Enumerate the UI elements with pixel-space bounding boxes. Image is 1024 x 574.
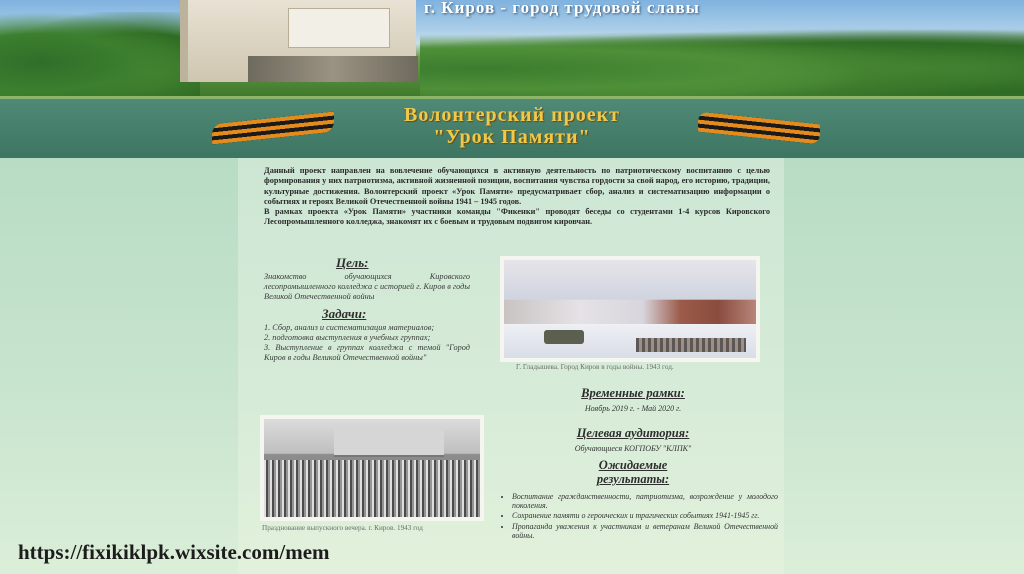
photo1-caption: Г. Гладышева. Город Киров в годы войны. 1943 год.: [516, 363, 674, 371]
trees-image: [0, 12, 200, 96]
photo-kirov-1943: [500, 256, 760, 362]
timeframe-text: Ноябрь 2019 г. - Май 2020 г.: [584, 404, 682, 413]
task-item: 3. Выступление в группах колледжа с темой "Город Киров в годы Великой Отечественной войны": [264, 343, 470, 362]
goal-text: [264, 272, 470, 302]
tank-image: [544, 330, 584, 344]
audience-heading: Целевая аудитория:: [576, 426, 690, 440]
task-item: 2. подготовка выступления в учебных группах;: [264, 333, 431, 342]
results-heading-line2: результаты:: [596, 472, 670, 486]
photo-graduation-1943: [260, 415, 484, 521]
results-list: [500, 492, 778, 541]
intro-paragraph: В рамках проекта «Урок Памяти» участники команды "Фикенки" проводят беседы со студентами 1-4 курсов Кировского Лесопромышленного колледжа, знакомят их с боевым и трудовым подвигом кировчан.: [264, 207, 770, 227]
crowd-image: [636, 338, 746, 352]
results-heading-line1: Ожидаемые: [598, 458, 668, 472]
timeframe-heading: Временные рамки:: [581, 386, 685, 400]
intro-text: [264, 166, 770, 228]
task-item: 1. Сбор, анализ и систематизация материалов;: [264, 323, 435, 332]
goal-heading: Цель:: [336, 255, 369, 270]
trees-image: [420, 28, 1024, 96]
building-image: [180, 0, 416, 82]
photo2-caption: Празднование выпускного вечера. г. Киров. 1943 год: [262, 524, 423, 532]
project-title-line2: "Урок Памяти": [433, 126, 591, 148]
project-title: [330, 104, 694, 148]
tasks-heading: Задачи:: [322, 306, 367, 321]
banner-title: г. Киров - город трудовой славы: [424, 0, 700, 17]
building-image: [334, 429, 444, 457]
result-item: • Пропаганда уважения к участникам и ветеранам Великой Отечественной войны.: [512, 522, 778, 540]
goal-text-content: Знакомство обучающихся Кировского лесопромышленного колледжа с историей г. Киров в годы Великой Отечественной войны: [264, 272, 470, 301]
result-item: • Сохранение памяти о героических и трагических событиях 1941-1945 гг.: [512, 511, 778, 520]
crowd-image: [264, 460, 480, 517]
intro-paragraph: Данный проект направлен на вовлечение обучающихся в активную деятельность по патриотическому воспитанию с целью формирования у них патриотизма, активной жизненной позиции, воспитания чувства гордости за свой народ, его историю, традиции, культурные достижения. Волонтерский проект «Урок Памяти» предусматривает сбор, анализ и систематизацию информации о событиях и героях Великой Отечественной войны 1941 – 1945 годов.: [264, 166, 770, 206]
tasks-list: [264, 323, 470, 363]
source-url-link[interactable]: https://fixikiklpk.wixsite.com/mem: [18, 540, 330, 564]
results-heading: [500, 458, 766, 486]
relief-image: [288, 8, 390, 48]
header-banner: [0, 0, 1024, 96]
result-item: • Воспитание гражданственности, патриотизма, возрождение у молодого поколения.: [512, 492, 778, 510]
audience-text: Обучающиеся КОГПОБУ "КЛПК": [574, 444, 692, 453]
project-title-line1: Волонтерский проект: [404, 104, 620, 126]
building-base: [248, 56, 418, 82]
